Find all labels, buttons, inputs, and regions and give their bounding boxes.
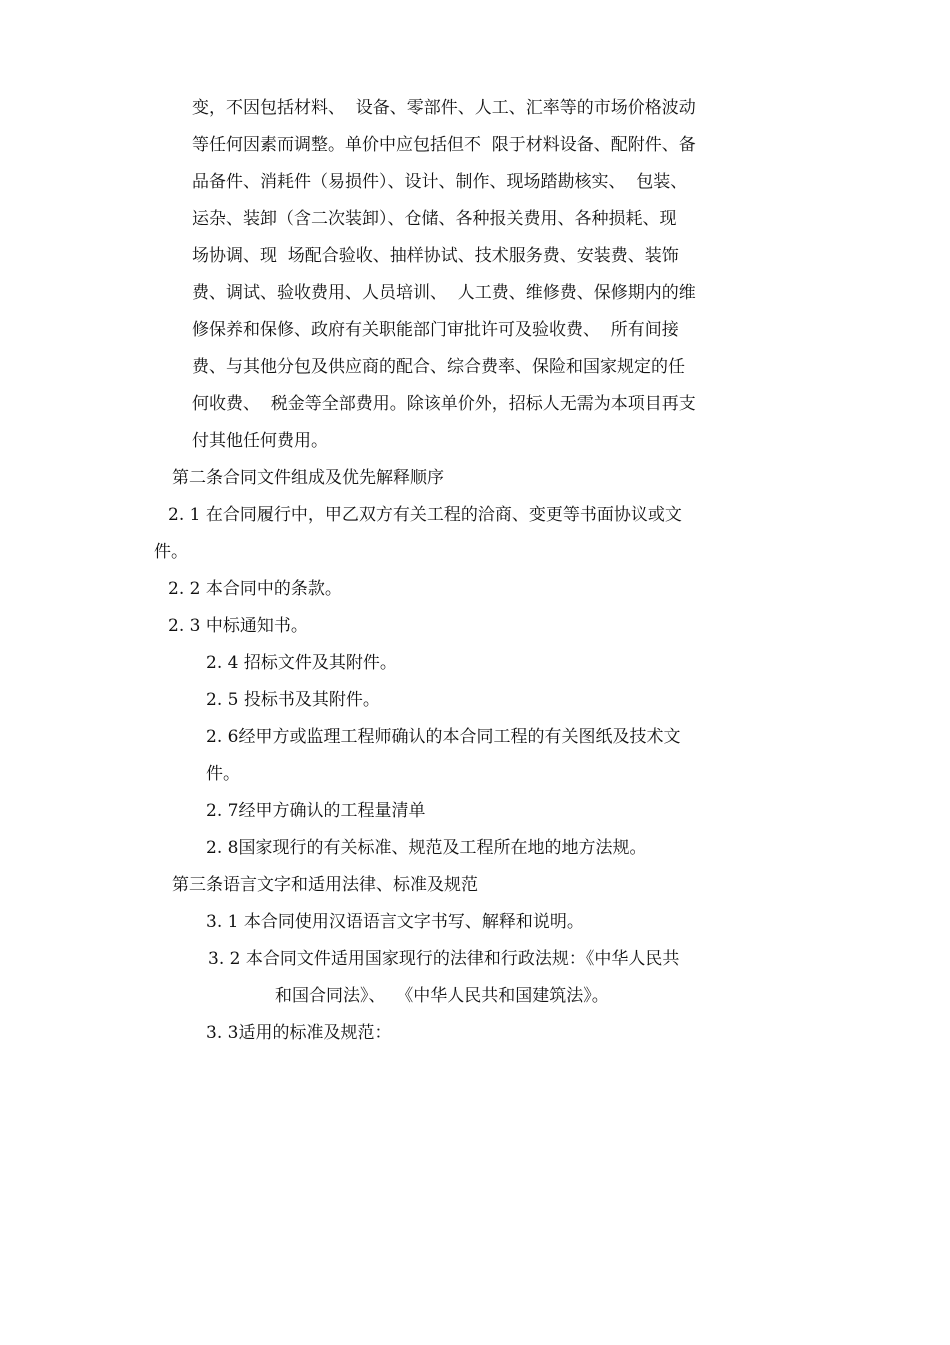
clause-2-6-continued: 件。 (206, 764, 240, 784)
paragraph-line: 费、调试、验收费用、人员培训、 人工费、维修费、保修期内的维 (192, 283, 696, 303)
paragraph-line: 费、与其他分包及供应商的配合、综合费率、保险和国家规定的任 (192, 357, 685, 377)
clause-2-1-continued: 件。 (154, 542, 188, 562)
clause-2-5: 2. 5 投标书及其附件。 (206, 690, 380, 710)
clause-2-8: 2. 8国家现行的有关标准、规范及工程所在地的地方法规。 (206, 838, 647, 858)
clause-3-1: 3. 1 本合同使用汉语语言文字书写、解释和说明。 (206, 912, 584, 932)
paragraph-line: 付其他任何费用。 (192, 431, 328, 451)
paragraph-line: 品备件、消耗件（易损件）、设计、制作、现场踏勘核实、 包装、 (192, 172, 688, 192)
paragraph-line: 变，不因包括材料、 设备、零部件、人工、汇率等的市场价格波动 (192, 98, 696, 118)
clause-2-7: 2. 7经甲方确认的工程量清单 (206, 801, 426, 821)
paragraph-line: 何收费、 税金等全部费用。除该单价外，招标人无需为本项目再支 (192, 394, 696, 414)
clause-3-2-continued: 和国合同法》、 《中华人民共和国建筑法》。 (275, 986, 609, 1006)
article-2-heading: 第二条合同文件组成及优先解释顺序 (172, 468, 444, 488)
paragraph-line: 运杂、装卸（含二次装卸）、仓储、各种报关费用、各种损耗、现 (192, 209, 677, 229)
paragraph-line: 修保养和保修、政府有关职能部门审批许可及验收费、 所有间接 (192, 320, 679, 340)
clause-2-3: 2. 3 中标通知书。 (168, 616, 308, 636)
paragraph-line: 场协调、现 场配合验收、抽样协试、技术服务费、安装费、装饰 (192, 246, 679, 266)
clause-2-6: 2. 6经甲方或监理工程师确认的本合同工程的有关图纸及技术文 (206, 727, 681, 747)
clause-3-2: 3. 2 本合同文件适用国家现行的法律和行政法规：《中华人民共 (208, 949, 680, 969)
clause-3-3: 3. 3适用的标准及规范： (206, 1023, 392, 1043)
paragraph-line: 等任何因素而调整。单价中应包括但不 限于材料设备、配附件、备 (192, 135, 696, 155)
article-3-heading: 第三条语言文字和适用法律、标准及规范 (172, 875, 478, 895)
clause-2-2: 2. 2 本合同中的条款。 (168, 579, 342, 599)
clause-2-4: 2. 4 招标文件及其附件。 (206, 653, 397, 673)
clause-2-1: 2. 1 在合同履行中，甲乙双方有关工程的洽商、变更等书面协议或文 (168, 505, 682, 525)
